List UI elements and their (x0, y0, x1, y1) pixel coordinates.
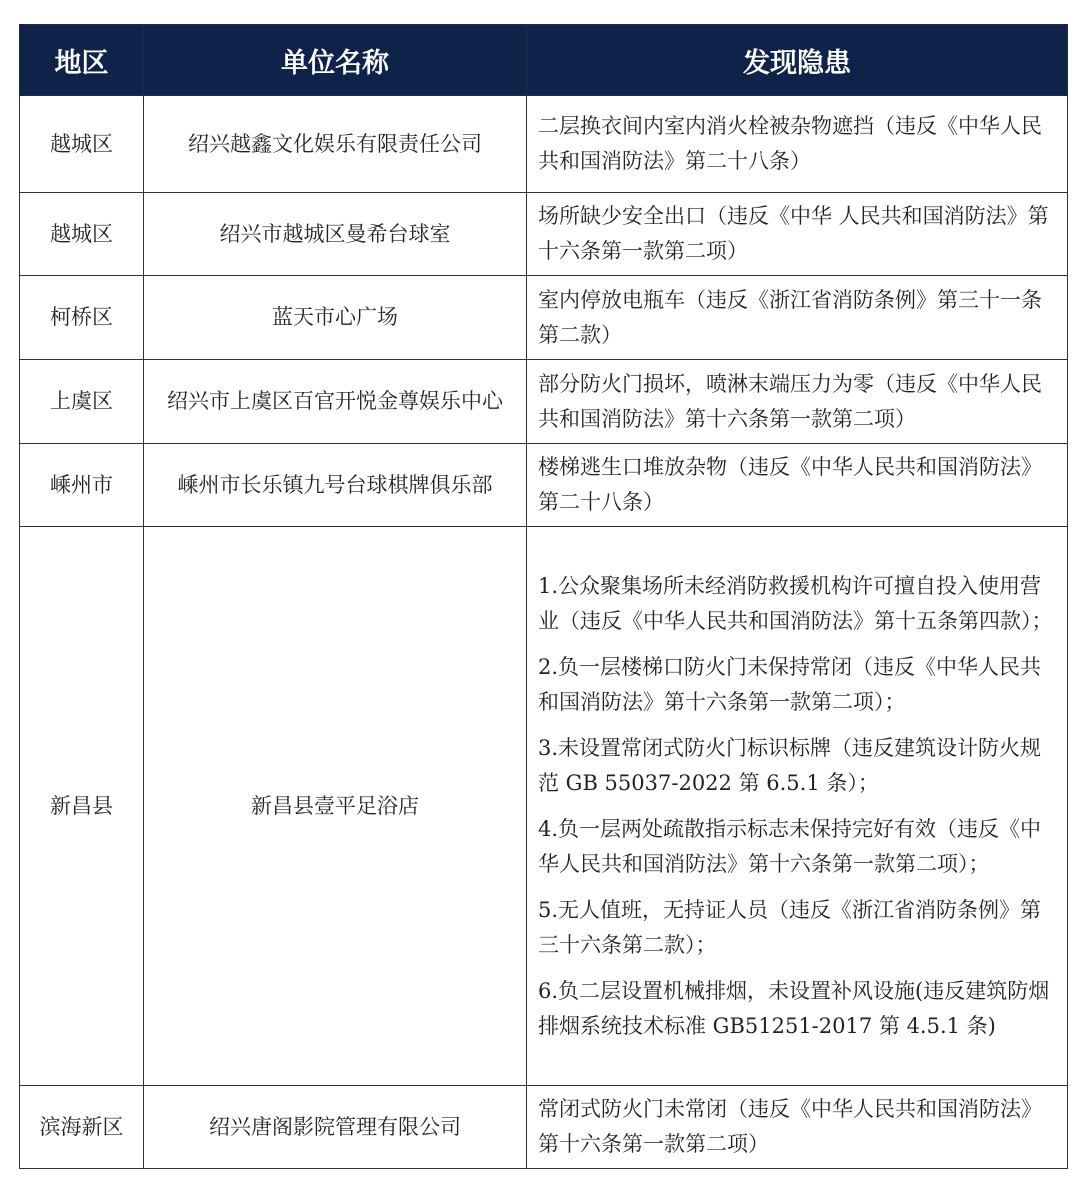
hazard-table-container (19, 24, 1067, 1169)
issue-text: 二层换衣间内室内消火栓被杂物遮挡（违反《中华人民共和国消防法》第二十八条） (538, 114, 1042, 173)
unit-cell: 绍兴市上虞区百官开悦金尊娱乐中心 (144, 360, 527, 444)
fire-hazard-table (19, 24, 1068, 1169)
unit-cell: 新昌县壹平足浴店 (144, 527, 527, 1086)
table-row (20, 444, 1068, 527)
issue-cell (527, 276, 1068, 360)
issue-cell (527, 360, 1068, 444)
table-row (20, 96, 1068, 193)
issue-text: 部分防火门损坏，喷淋末端压力为零（违反《中华人民共和国消防法》第十六条第一款第二项） (538, 371, 1042, 431)
region-cell: 越城区 (20, 96, 144, 193)
issue-text: 场所缺少安全出口（违反《中华 人民共和国消防法》第十六条第一款第二项） (538, 204, 1049, 263)
table-row (20, 1086, 1068, 1169)
table-header-row (20, 25, 1068, 96)
table-row (20, 276, 1068, 360)
table-row (20, 360, 1068, 444)
table-row (20, 193, 1068, 276)
unit-cell: 绍兴市越城区曼希台球室 (144, 193, 527, 276)
issue-cell (527, 527, 1068, 1086)
region-cell: 上虞区 (20, 360, 144, 444)
table-row (20, 527, 1068, 1086)
issue-item-1: 1.公众聚集场所未经消防救援机构许可擅自投入使用营业（违反《中华人民共和国消防法》第十五条第四款）； (538, 573, 1053, 633)
region-cell: 柯桥区 (20, 276, 144, 360)
issue-cell (527, 193, 1068, 276)
issue-item-6: 6.负二层设置机械排烟，未设置补风设施(违反建筑防烟排烟系统技术标准 GB51251-2017 第 4.5.1 条) (538, 978, 1050, 1038)
unit-cell: 绍兴唐阁影院管理有限公司 (144, 1086, 527, 1169)
unit-cell: 嵊州市长乐镇九号台球棋牌俱乐部 (144, 444, 527, 527)
header-unit: 单位名称 (144, 25, 527, 96)
issue-text: 常闭式防火门未常闭（违反《中华人民共和国消防法》第十六条第一款第二项） (538, 1097, 1042, 1156)
issue-text: 室内停放电瓶车（违反《浙江省消防条例》第三十一条第二款） (538, 287, 1042, 347)
unit-cell: 绍兴越鑫文化娱乐有限责任公司 (144, 96, 527, 193)
issue-cell (527, 1086, 1068, 1169)
issue-item-4: 4.负一层两处疏散指示标志未保持完好有效（违反《中华人民共和国消防法》第十六条第一款第二项）； (538, 816, 1042, 876)
issue-cell (527, 96, 1068, 193)
unit-cell: 蓝天市心广场 (144, 276, 527, 360)
issue-text: 楼梯逃生口堆放杂物（违反《中华人民共和国消防法》第二十八条） (538, 455, 1042, 514)
region-cell: 嵊州市 (20, 444, 144, 527)
issue-item-2: 2.负一层楼梯口防火门未保持常闭（违反《中华人民共和国消防法》第十六条第一款第二项）； (538, 654, 1042, 714)
issue-item-5: 5.无人值班，无持证人员（违反《浙江省消防条例》第三十六条第二款）； (538, 897, 1042, 957)
issue-cell (527, 444, 1068, 527)
region-cell: 新昌县 (20, 527, 144, 1086)
region-cell: 滨海新区 (20, 1086, 144, 1169)
issue-item-3: 3.未设置常闭式防火门标识标牌（违反建筑设计防火规范 GB 55037-2022 第 6.5.1 条）； (538, 735, 1042, 795)
header-region: 地区 (20, 25, 144, 96)
region-cell: 越城区 (20, 193, 144, 276)
header-issue: 发现隐患 (527, 25, 1068, 96)
